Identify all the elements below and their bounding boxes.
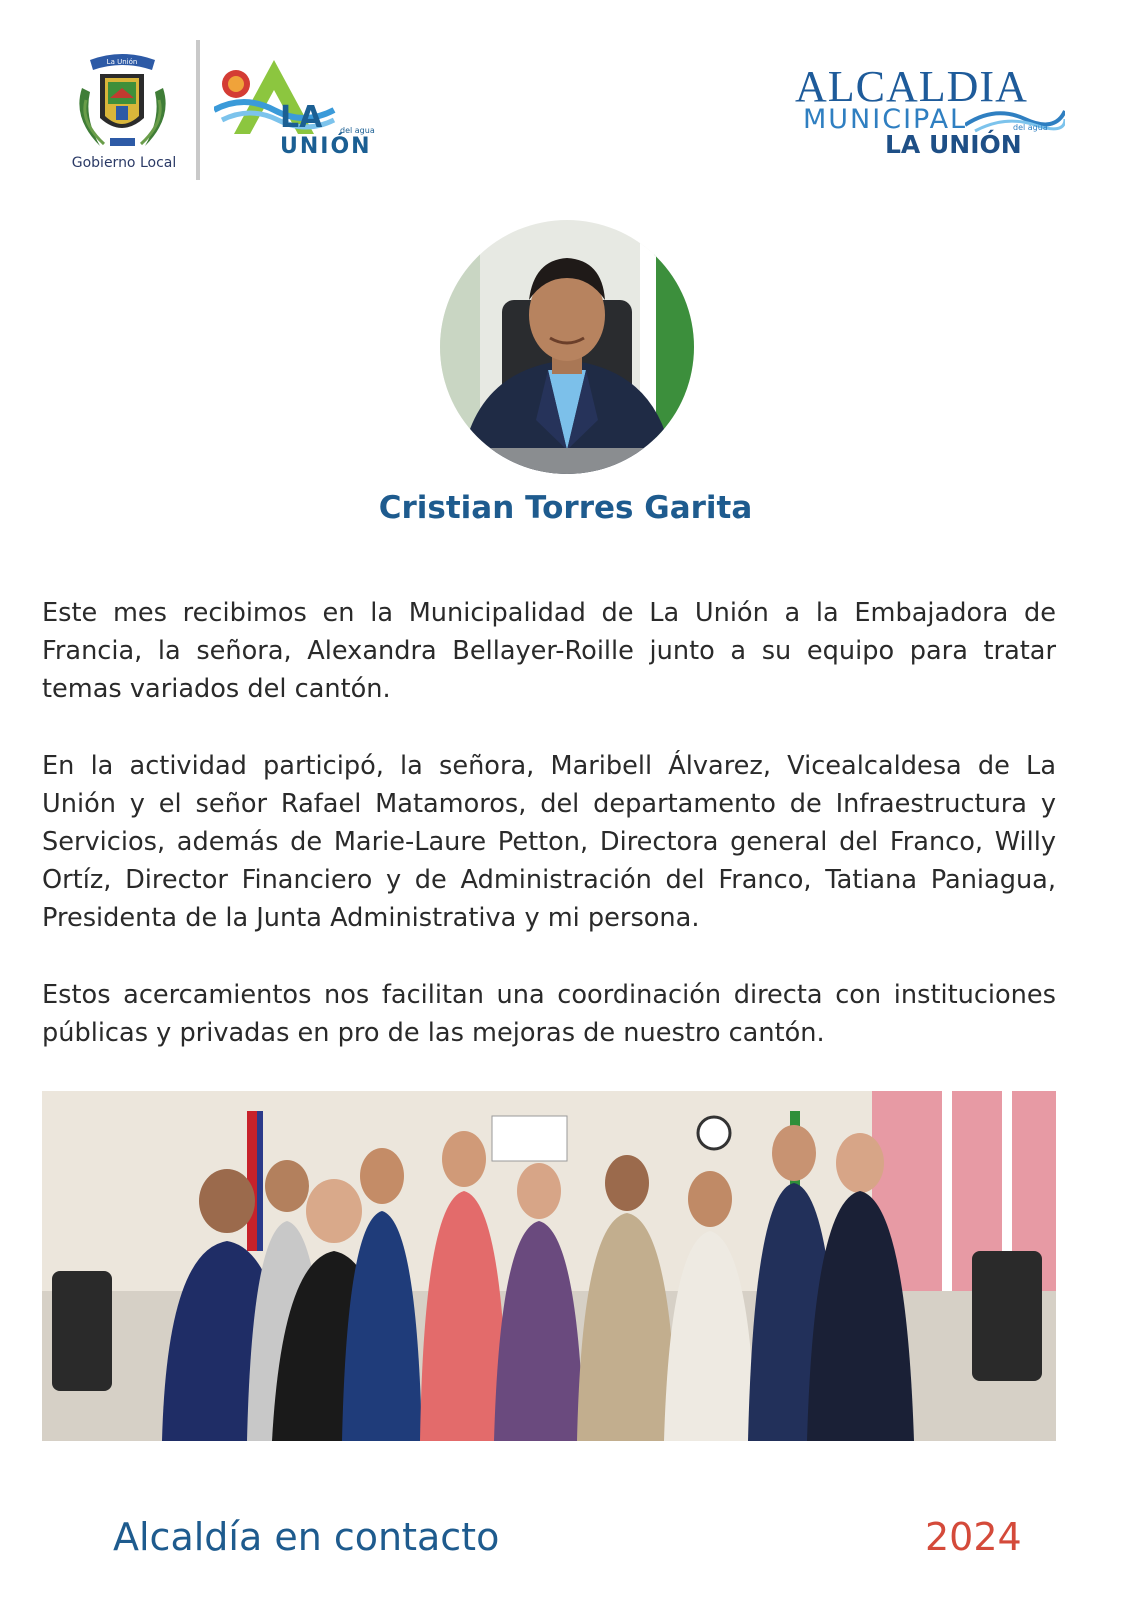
publication-year: 2024 [925,1515,1022,1559]
crest-caption: Gobierno Local [71,155,177,171]
alcaldia-municipal-logo [795,62,1065,165]
people [162,1125,914,1441]
portrait-photo [440,220,694,474]
alcaldia-line2: MUNICIPAL [803,104,968,135]
alcaldia-delagua: del agua [1013,123,1048,132]
logo-divider [196,40,200,180]
municipal-crest-icon [60,48,185,168]
group-photo-image [42,1091,1056,1441]
mayor-portrait [440,220,694,474]
paragraph-2: En la actividad participó, la señora, Maribell Álvarez, Vicealcaldesa de La Unión y el señor Rafael Matamoros, del departamento de Infraestructura y Servicios, además de Marie-Laure Petton, Directora general del Franco, Willy Ortíz, Director Financiero y de Administración del Franco, Tatiana Paniagua, Presidenta de la Junta Administrativa y mi persona. [42,750,1056,934]
brand-la: LA [280,100,323,135]
crest-motto: La Unión [106,58,138,66]
paragraph-1: Este mes recibimos en la Municipalidad de La Unión a la Embajadora de Francia, la señora, Alexandra Bellayer-Roille junto a su equipo para tratar temas variados del cantón. [42,598,1056,705]
article-body [42,594,1056,1090]
brand-union: UNIÓN [280,134,372,159]
alcaldia-line3: LA UNIÓN [885,130,1022,159]
mayor-name: Cristian Torres Garita [378,490,753,526]
publication-title: Alcaldía en contacto [113,1515,500,1559]
brand-delagua: del agua [340,126,375,135]
group-photo [42,1091,1056,1441]
paragraph-3: Estos acercamientos nos facilitan una coordinación directa con instituciones públicas y privadas en pro de las mejoras de nuestro cantón. [42,979,1056,1048]
alcaldia-line1: ALCALDIA [795,62,1028,111]
gobierno-local-logo [60,40,380,190]
